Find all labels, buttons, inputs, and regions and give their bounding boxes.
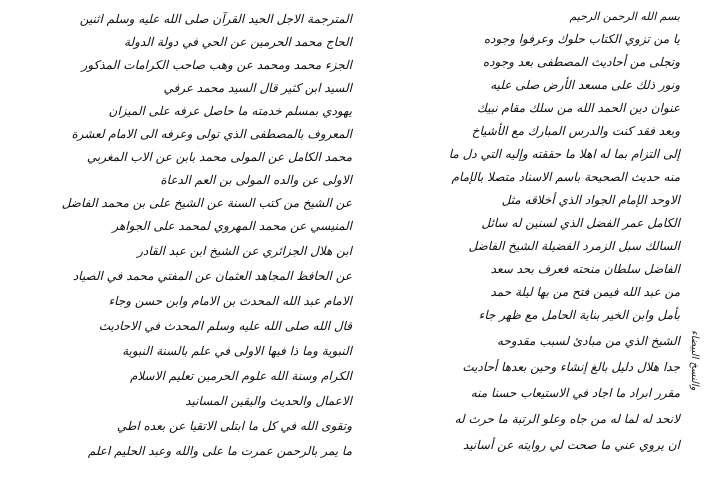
text-line: الكرام وسنة الله علوم الحرمين تعليم الاسلام [129,369,352,383]
text-line: السالك سبل الزمرد الفضيلة الشيخ الفاضل [468,239,680,253]
text-line: بأمل وابن الخير بناية الحامل مع ظهر جاء [478,308,680,322]
text-line: المترجمة الاجل الحيد القرآن صلى الله عليه وسلم اثنين [79,12,352,26]
text-line: ان يروي عني ما صحت لي روايته عن أسانيد [463,438,680,452]
text-line: الجزء محمد ومحمد عن وهب صاحب الكرامات المذكور [81,58,352,72]
text-line: محمد الكامل عن المولى محمد بابن عن الاب المغربي [86,150,352,164]
text-line: جدا هلال دليل بالغ إنشاء وحين بعدها أحاديث [462,360,680,374]
text-line: عن الحافظ المجاهد العثمان عن المفتي محمد في الصياد [72,269,352,283]
text-line: ما يمر بالرحمن عمرت ما على والله وعبد الحليم اعلم [87,444,352,458]
text-line: الاوحد الإمام الجواد الذي أخلاقه مثل [501,193,680,207]
text-line: المعروف بالمصطفى الذي تولى وعرفه الى الامام لعشرة [71,127,352,141]
text-line: يهودي بمسلم خدمته ما حاصل عرفه على الميزان [108,104,352,118]
text-line: بسم الله الرحمن الرحيم [569,10,680,23]
text-line: ابن هلال الجزائري عن الشيخ ابن عبد القادر [137,244,352,258]
margin-note: والنسخ البيضاء [689,330,700,391]
text-line: عنوان دين الحمد الله من سلك مقام نبيك [477,101,680,115]
text-line: قال الله صلى الله عليه وسلم المحدث في الاحاديث [98,319,352,333]
text-line: وبعد فقد كنت والدرس المبارك مع الأشياخ [471,124,680,138]
text-line: وتجلى من أحاديث المصطفى بعد وجوده [482,55,680,69]
text-line: النبوية وما ذا فيها الاولى في علم بالسنة النبوية [122,344,352,358]
text-line: لانحد له لما له من جاه وعلو الرتبة ما حرث له [454,412,680,426]
text-line: يا من تزوي الكتاب حلوك وعرفوا وجوده [483,32,680,46]
text-line: مقرر ابراد ما اجاد في الاستيعاب حسنا منه [470,386,680,400]
text-line: المنيسي عن محمد المهروي لمحمد على الجواهر [112,219,352,233]
text-line: الامام عبد الله المحدث بن الامام وابن حسن وجاء [108,294,352,308]
text-line: الفاضل سلطان منحته فعرف بحد سعد [490,262,680,276]
text-line: الاولى عن والده المولى بن العم الدعاة [160,173,352,187]
text-line: الحاج محمد الحرمين عن الحي في دولة الدولة [124,35,352,49]
text-line: من عبد الله فيمن فتح من بها ليلة حمد [490,285,680,299]
text-line: السيد ابن كثير قال السيد محمد عرفي [163,81,352,95]
text-line: ونور ذلك على مسعد الأرض صلى عليه [490,78,680,92]
text-line: الكامل عمر الفضل الذي لسنين له سائل [481,216,680,230]
text-line: الشيخ الذي من مبادئ لسبب مقدوحه [496,334,680,348]
text-line: الاعمال والحديث واليقين المسانيد [185,394,352,408]
text-line: وتقوى الله في كل ما ابتلى الاتقيا عن بعده اطي [116,419,352,433]
text-line: منه حديث الصحيحة باسم الاسناد متصلا بالإمام [451,170,680,184]
text-line: عن الشيخ من كتب السنة عن الشيخ على بن محمد الفاضل [61,196,352,210]
text-line: إلى التزام بما له اهلا ما حققته وإليه التي دل ما [448,147,680,161]
